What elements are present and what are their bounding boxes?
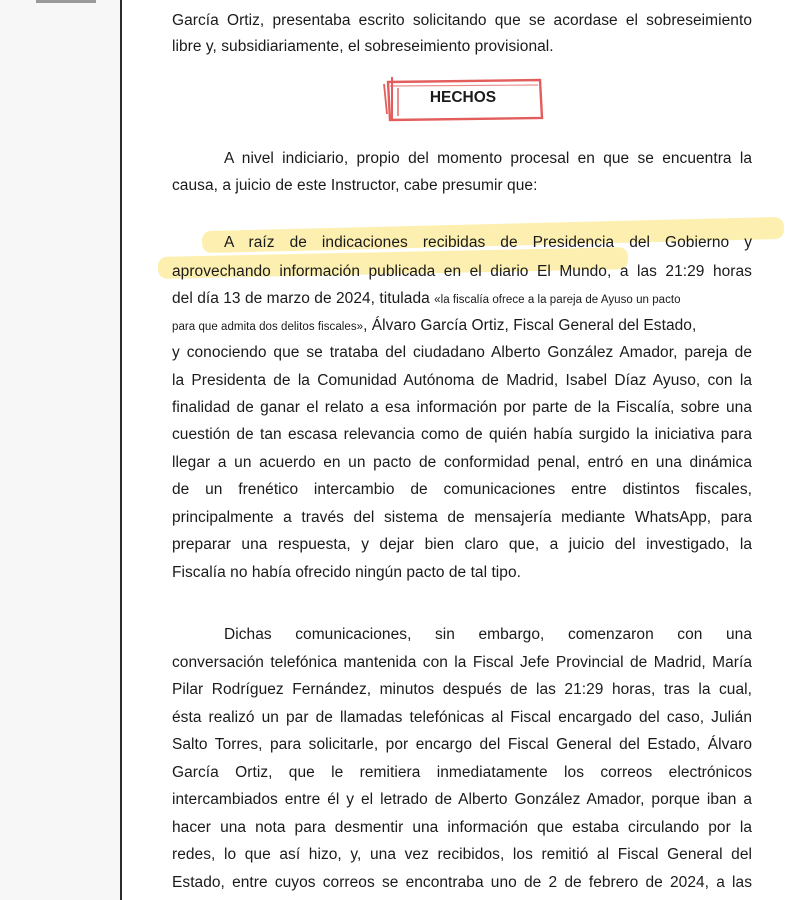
- body-line: [172, 286, 681, 312]
- body-text: del día 13 de marzo de 2024, titulada: [172, 290, 430, 307]
- body-line: de un frenético intercambio de comunicaciones entre distintos fiscales,: [172, 481, 752, 498]
- document-page: [172, 0, 752, 900]
- page-left-border: [120, 0, 122, 900]
- body-line: [172, 313, 696, 339]
- body-line: A nivel indiciario, propio del momento procesal en que se encuentra la: [224, 150, 752, 167]
- body-line: García Ortiz, que le remitiera inmediatamente los correos electrónicos: [172, 764, 752, 781]
- body-line: libre y, subsidiariamente, el sobreseimiento provisional.: [172, 38, 554, 55]
- body-line: finalidad de ganar el relato a esa información por parte de la Fiscalía, sobre una: [172, 399, 752, 416]
- body-line: A raíz de indicaciones recibidas de Presidencia del Gobierno y: [224, 234, 752, 251]
- body-line: Estado, entre cuyos correos se encontraba uno de 2 de febrero de 2024, a las: [172, 874, 752, 891]
- body-line: intercambiados entre él y el letrado de Alberto González Amador, porque iban a: [172, 791, 752, 808]
- body-line: y conociendo que se trataba del ciudadano Alberto González Amador, pareja de: [172, 344, 752, 361]
- body-line: la Presidenta de la Comunidad Autónoma de Madrid, Isabel Díaz Ayuso, con la: [172, 372, 752, 389]
- left-margin: [0, 0, 120, 900]
- body-line: aprovechando información publicada en el diario El Mundo, a las 21:29 horas: [172, 263, 752, 280]
- body-line: Pilar Rodríguez Fernández, minutos después de las 21:29 horas, tras la cual,: [172, 681, 752, 698]
- body-line: Fiscalía no había ofrecido ningún pacto de tal tipo.: [172, 564, 521, 581]
- body-line: causa, a juicio de este Instructor, cabe presumir que:: [172, 177, 538, 194]
- body-line: cuestión de tan escasa relevancia como de quién había surgido la iniciativa para: [172, 426, 752, 443]
- body-line: llegar a un acuerdo en un pacto de conformidad penal, entró en una dinámica: [172, 454, 752, 471]
- quoted-headline: «la fiscalía ofrece a la pareja de Ayuso un pacto: [434, 294, 681, 306]
- body-line: García Ortiz, presentaba escrito solicitando que se acordase el sobreseimiento: [172, 12, 752, 29]
- body-line: hacer una nota para desmentir una información que estaba circulando por la: [172, 819, 752, 836]
- margin-mark: [36, 0, 96, 3]
- body-line: principalmente a través del sistema de mensajería mediante WhatsApp, para: [172, 509, 752, 526]
- body-line: redes, lo que así hizo, y, una vez recibidos, los remitió al Fiscal General del: [172, 846, 752, 863]
- body-text: , Álvaro García Ortiz, Fiscal General del Estado,: [363, 317, 697, 334]
- hechos-heading-box: [382, 74, 544, 122]
- body-line: ésta realizó un par de llamadas telefónicas al Fiscal encargado del caso, Julián: [172, 709, 752, 726]
- body-line: Salto Torres, para solicitarle, por encargo del Fiscal General del Estado, Álvaro: [172, 736, 752, 753]
- body-line: conversación telefónica mantenida con la Fiscal Jefe Provincial de Madrid, María: [172, 654, 752, 671]
- section-heading: HECHOS: [429, 89, 497, 106]
- quoted-headline: para que admita dos delitos fiscales»: [172, 321, 364, 333]
- body-line: preparar una respuesta, y dejar bien claro que, a juicio del investigado, la: [172, 536, 752, 553]
- body-line: Dichas comunicaciones, sin embargo, comenzaron con una: [224, 626, 752, 643]
